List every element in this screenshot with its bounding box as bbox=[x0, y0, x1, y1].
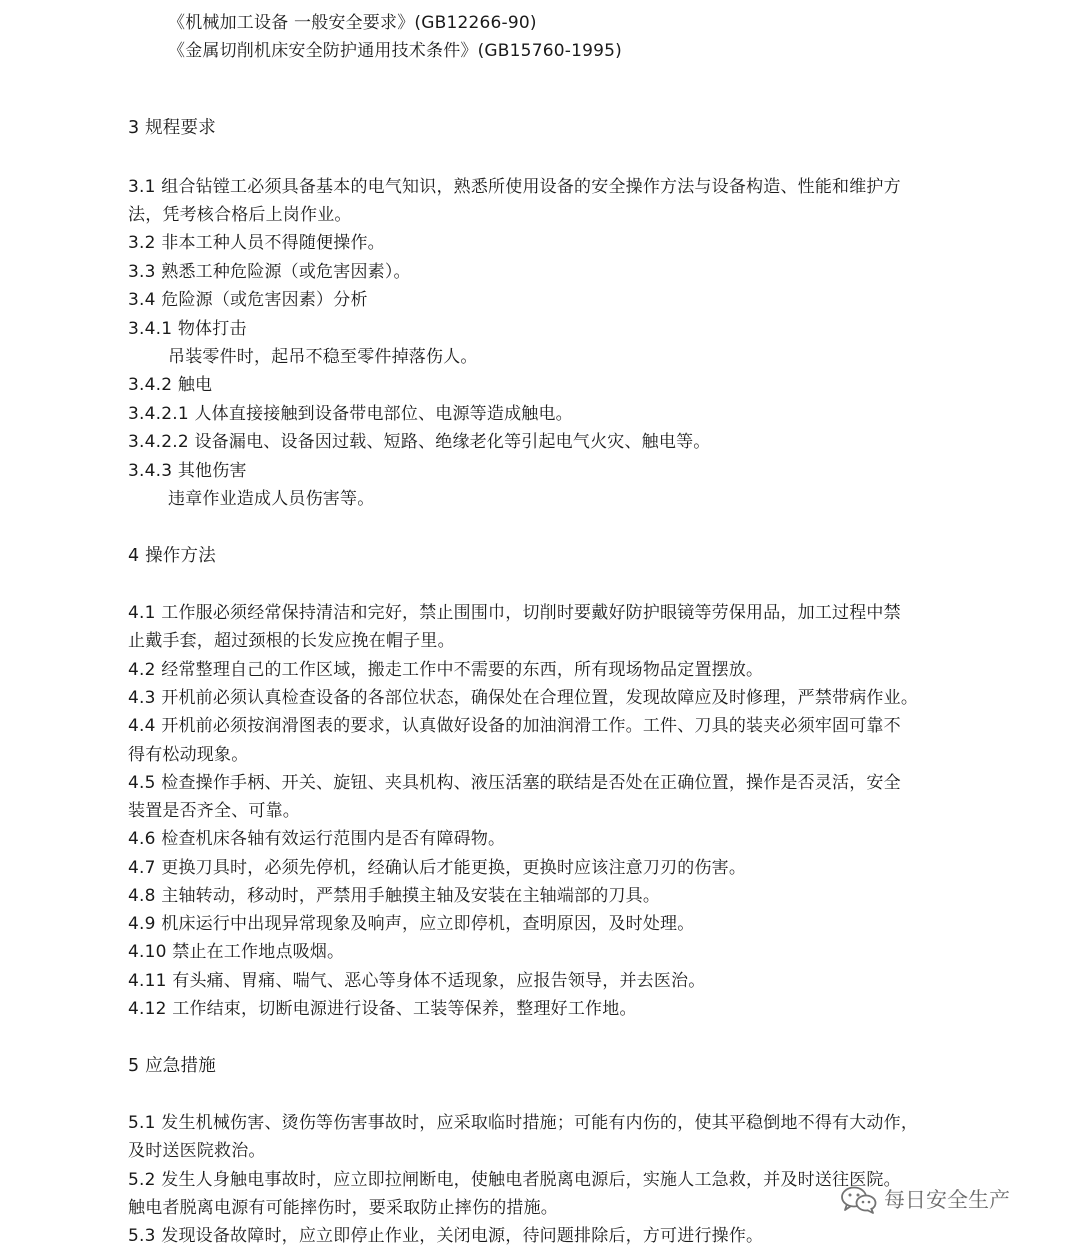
paragraph-line: 吊装零件时，起吊不稳至零件掉落伤人。 bbox=[168, 347, 478, 367]
paragraph-line: 4.11 有头痛、胃痛、喘气、恶心等身体不适现象，应报告领导，并去医治。 bbox=[128, 971, 706, 991]
paragraph-line: 3.1 组合钻镗工必须具备基本的电气知识，熟悉所使用设备的安全操作方法与设备构造、性能和维护方 bbox=[128, 177, 901, 197]
paragraph-line: 装置是否齐全、可靠。 bbox=[128, 801, 300, 821]
paragraph-line: 触电者脱离电源有可能摔伤时，要采取防止摔伤的措施。 bbox=[128, 1198, 558, 1218]
paragraph-line: 3.2 非本工种人员不得随便操作。 bbox=[128, 233, 385, 253]
watermark bbox=[840, 1186, 1010, 1214]
paragraph-line: 3.4.2 触电 bbox=[128, 375, 213, 395]
paragraph-line: 3.3 熟悉工种危险源（或危害因素）。 bbox=[128, 262, 411, 282]
section-heading: 4 操作方法 bbox=[128, 546, 216, 566]
paragraph-line: 4.12 工作结束，切断电源进行设备、工装等保养，整理好工作地。 bbox=[128, 999, 637, 1019]
paragraph-line: 5.3 发现设备故障时，应立即停止作业，关闭电源，待问题排除后，方可进行操作。 bbox=[128, 1226, 764, 1246]
section-heading: 3 规程要求 bbox=[128, 118, 216, 138]
paragraph-line: 止戴手套，超过颈根的长发应挽在帽子里。 bbox=[128, 631, 455, 651]
paragraph-line: 4.5 检查操作手柄、开关、旋钮、夹具机构、液压活塞的联结是否处在正确位置，操作是否灵活，安全 bbox=[128, 773, 901, 793]
paragraph-line: 3.4 危险源（或危害因素）分析 bbox=[128, 290, 368, 310]
paragraph-line: 4.6 检查机床各轴有效运行范围内是否有障碍物。 bbox=[128, 829, 506, 849]
paragraph-line: 及时送医院救治。 bbox=[128, 1141, 266, 1161]
paragraph-line: 4.7 更换刀具时，必须先停机，经确认后才能更换，更换时应该注意刀刃的伤害。 bbox=[128, 858, 747, 878]
watermark-text: 每日安全生产 bbox=[884, 1188, 1010, 1212]
paragraph-line: 3.4.2.2 设备漏电、设备因过载、短路、绝缘老化等引起电气火灾、触电等。 bbox=[128, 432, 711, 452]
paragraph-line: 4.2 经常整理自己的工作区域，搬走工作中不需要的东西，所有现场物品定置摆放。 bbox=[128, 660, 764, 680]
paragraph-line: 3.4.1 物体打击 bbox=[128, 319, 247, 339]
paragraph-line: 4.3 开机前必须认真检查设备的各部位状态，确保处在合理位置，发现故障应及时修理，严禁带病作业。 bbox=[128, 688, 919, 708]
wechat-icon bbox=[840, 1186, 878, 1214]
paragraph-line: 法，凭考核合格后上岗作业。 bbox=[128, 205, 352, 225]
paragraph-line: 4.8 主轴转动，移动时，严禁用手触摸主轴及安装在主轴端部的刀具。 bbox=[128, 886, 661, 906]
paragraph-line: 4.9 机床运行中出现异常现象及响声，应立即停机，查明原因，及时处理。 bbox=[128, 914, 695, 934]
paragraph-line: 违章作业造成人员伤害等。 bbox=[168, 489, 375, 509]
section-heading: 5 应急措施 bbox=[128, 1056, 216, 1076]
paragraph-line: 4.10 禁止在工作地点吸烟。 bbox=[128, 942, 345, 962]
paragraph-line: 3.4.3 其他伤害 bbox=[128, 461, 247, 481]
paragraph-line: 4.4 开机前必须按润滑图表的要求，认真做好设备的加油润滑工作。工件、刀具的装夹必须牢固可靠不 bbox=[128, 716, 901, 736]
paragraph-line: 5.2 发生人身触电事故时，应立即拉闸断电，使触电者脱离电源后，实施人工急救，并及时送往医院。 bbox=[128, 1170, 901, 1190]
reference-line: 《金属切削机床安全防护通用技术条件》(GB15760-1995) bbox=[168, 41, 622, 61]
reference-line: 《机械加工设备 一般安全要求》(GB12266-90) bbox=[168, 13, 537, 33]
paragraph-line: 4.1 工作服必须经常保持清洁和完好，禁止围围巾，切削时要戴好防护眼镜等劳保用品，加工过程中禁 bbox=[128, 603, 901, 623]
paragraph-line: 得有松动现象。 bbox=[128, 745, 249, 765]
paragraph-line: 5.1 发生机械伤害、烫伤等伤害事故时，应采取临时措施；可能有内伤的，使其平稳倒地不得有大动作， bbox=[128, 1113, 919, 1133]
paragraph-line: 3.4.2.1 人体直接接触到设备带电部位、电源等造成触电。 bbox=[128, 404, 573, 424]
